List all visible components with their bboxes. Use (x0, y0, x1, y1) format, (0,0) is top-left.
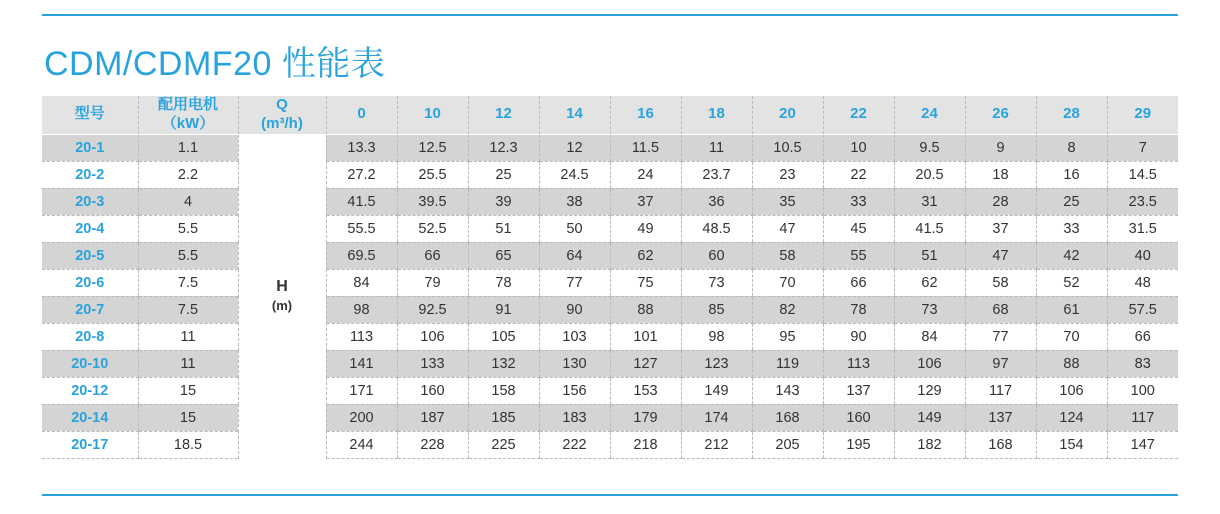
cell-head: 160 (397, 377, 468, 404)
cell-head: 174 (681, 404, 752, 431)
cell-head: 31 (894, 188, 965, 215)
cell-head: 79 (397, 269, 468, 296)
cell-head: 52.5 (397, 215, 468, 242)
cell-head: 31.5 (1107, 215, 1178, 242)
cell-head: 101 (610, 323, 681, 350)
cell-head: 147 (1107, 431, 1178, 458)
cell-head: 77 (965, 323, 1036, 350)
cell-head: 88 (610, 296, 681, 323)
cell-head: 200 (326, 404, 397, 431)
cell-head: 51 (894, 242, 965, 269)
cell-head: 18 (965, 161, 1036, 188)
cell-head: 48.5 (681, 215, 752, 242)
cell-head: 51 (468, 215, 539, 242)
cell-head: 12.5 (397, 134, 468, 161)
cell-model: 20-12 (42, 377, 138, 404)
table-row (42, 350, 1178, 377)
cell-head: 39 (468, 188, 539, 215)
cell-head: 27.2 (326, 161, 397, 188)
cell-head: 160 (823, 404, 894, 431)
cell-head: 168 (752, 404, 823, 431)
cell-head: 78 (468, 269, 539, 296)
header-flow-29: 29 (1107, 96, 1178, 134)
head-label: H (276, 278, 288, 296)
header-flow (238, 96, 326, 134)
cell-kw: 7.5 (138, 269, 238, 296)
cell-kw: 2.2 (138, 161, 238, 188)
cell-head: 158 (468, 377, 539, 404)
cell-head: 91 (468, 296, 539, 323)
cell-head: 90 (539, 296, 610, 323)
cell-head: 38 (539, 188, 610, 215)
table-row (42, 269, 1178, 296)
header-flow-unit: (m³/h) (261, 114, 303, 132)
cell-head: 48 (1107, 269, 1178, 296)
performance-table (42, 96, 1178, 459)
header-flow-0: 0 (326, 96, 397, 134)
header-flow-14: 14 (539, 96, 610, 134)
cell-head: 73 (681, 269, 752, 296)
cell-head: 64 (539, 242, 610, 269)
cell-model: 20-1 (42, 134, 138, 161)
table-header (42, 96, 1178, 134)
cell-head: 24.5 (539, 161, 610, 188)
cell-head: 55 (823, 242, 894, 269)
cell-head: 40 (1107, 242, 1178, 269)
cell-head: 55.5 (326, 215, 397, 242)
cell-head: 183 (539, 404, 610, 431)
cell-head: 244 (326, 431, 397, 458)
cell-head: 78 (823, 296, 894, 323)
cell-head: 133 (397, 350, 468, 377)
cell-head: 137 (823, 377, 894, 404)
cell-head: 124 (1036, 404, 1107, 431)
cell-head: 25 (468, 161, 539, 188)
table-row (42, 242, 1178, 269)
cell-head: 41.5 (326, 188, 397, 215)
cell-head: 123 (681, 350, 752, 377)
cell-head: 69.5 (326, 242, 397, 269)
cell-head: 58 (752, 242, 823, 269)
cell-head: 8 (1036, 134, 1107, 161)
cell-head: 66 (1107, 323, 1178, 350)
cell-head: 105 (468, 323, 539, 350)
cell-head: 225 (468, 431, 539, 458)
cell-head: 61 (1036, 296, 1107, 323)
cell-head: 12.3 (468, 134, 539, 161)
cell-model: 20-7 (42, 296, 138, 323)
cell-head: 10 (823, 134, 894, 161)
cell-head: 9 (965, 134, 1036, 161)
cell-head: 82 (752, 296, 823, 323)
cell-head: 141 (326, 350, 397, 377)
header-model: 型号 (42, 96, 138, 134)
cell-head: 57.5 (1107, 296, 1178, 323)
cell-head: 185 (468, 404, 539, 431)
header-flow-26: 26 (965, 96, 1036, 134)
cell-head: 60 (681, 242, 752, 269)
cell-head: 73 (894, 296, 965, 323)
head-axis-label (238, 134, 326, 458)
cell-head: 95 (752, 323, 823, 350)
cell-head: 129 (894, 377, 965, 404)
header-flow-label: Q (276, 96, 288, 113)
cell-head: 117 (1107, 404, 1178, 431)
cell-head: 70 (1036, 323, 1107, 350)
cell-head: 45 (823, 215, 894, 242)
cell-head: 179 (610, 404, 681, 431)
cell-head: 84 (894, 323, 965, 350)
cell-head: 205 (752, 431, 823, 458)
cell-head: 137 (965, 404, 1036, 431)
cell-model: 20-6 (42, 269, 138, 296)
cell-head: 33 (823, 188, 894, 215)
cell-head: 68 (965, 296, 1036, 323)
cell-kw: 5.5 (138, 215, 238, 242)
cell-head: 66 (823, 269, 894, 296)
cell-head: 156 (539, 377, 610, 404)
cell-head: 127 (610, 350, 681, 377)
cell-head: 11.5 (610, 134, 681, 161)
cell-head: 113 (823, 350, 894, 377)
cell-head: 62 (894, 269, 965, 296)
cell-head: 35 (752, 188, 823, 215)
page-title: CDM/CDMF20 性能表 (44, 45, 386, 83)
cell-model: 20-10 (42, 350, 138, 377)
cell-head: 153 (610, 377, 681, 404)
cell-model: 20-4 (42, 215, 138, 242)
cell-head: 143 (752, 377, 823, 404)
table-row (42, 323, 1178, 350)
table-row (42, 161, 1178, 188)
cell-head: 58 (965, 269, 1036, 296)
cell-kw: 11 (138, 350, 238, 377)
cell-head: 16 (1036, 161, 1107, 188)
cell-kw: 11 (138, 323, 238, 350)
header-flow-12: 12 (468, 96, 539, 134)
cell-model: 20-17 (42, 431, 138, 458)
header-flow-22: 22 (823, 96, 894, 134)
cell-head: 33 (1036, 215, 1107, 242)
cell-head: 13.3 (326, 134, 397, 161)
table-row (42, 404, 1178, 431)
table-row (42, 377, 1178, 404)
cell-head: 84 (326, 269, 397, 296)
cell-head: 22 (823, 161, 894, 188)
header-motor: 配用电机（kW） (138, 96, 238, 134)
table-row (42, 188, 1178, 215)
cell-head: 24 (610, 161, 681, 188)
cell-head: 50 (539, 215, 610, 242)
header-flow-20: 20 (752, 96, 823, 134)
cell-head: 70 (752, 269, 823, 296)
cell-head: 28 (965, 188, 1036, 215)
cell-head: 83 (1107, 350, 1178, 377)
cell-kw: 4 (138, 188, 238, 215)
header-flow-16: 16 (610, 96, 681, 134)
cell-model: 20-2 (42, 161, 138, 188)
cell-head: 9.5 (894, 134, 965, 161)
table-row (42, 134, 1178, 161)
bottom-divider (42, 494, 1178, 496)
cell-head: 7 (1107, 134, 1178, 161)
cell-head: 168 (965, 431, 1036, 458)
cell-head: 182 (894, 431, 965, 458)
cell-head: 41.5 (894, 215, 965, 242)
cell-head: 23 (752, 161, 823, 188)
cell-head: 218 (610, 431, 681, 458)
cell-head: 10.5 (752, 134, 823, 161)
cell-head: 12 (539, 134, 610, 161)
cell-head: 62 (610, 242, 681, 269)
cell-head: 106 (894, 350, 965, 377)
cell-head: 65 (468, 242, 539, 269)
cell-head: 42 (1036, 242, 1107, 269)
cell-head: 90 (823, 323, 894, 350)
cell-head: 132 (468, 350, 539, 377)
cell-head: 92.5 (397, 296, 468, 323)
cell-head: 171 (326, 377, 397, 404)
cell-head: 66 (397, 242, 468, 269)
header-flow-18: 18 (681, 96, 752, 134)
cell-head: 98 (326, 296, 397, 323)
cell-head: 195 (823, 431, 894, 458)
cell-head: 85 (681, 296, 752, 323)
cell-kw: 15 (138, 404, 238, 431)
cell-head: 37 (965, 215, 1036, 242)
cell-head: 23.5 (1107, 188, 1178, 215)
cell-head: 11 (681, 134, 752, 161)
table-row (42, 215, 1178, 242)
cell-head: 14.5 (1107, 161, 1178, 188)
cell-head: 97 (965, 350, 1036, 377)
cell-head: 52 (1036, 269, 1107, 296)
cell-head: 25.5 (397, 161, 468, 188)
cell-head: 36 (681, 188, 752, 215)
cell-model: 20-14 (42, 404, 138, 431)
cell-head: 100 (1107, 377, 1178, 404)
cell-head: 88 (1036, 350, 1107, 377)
head-unit: (m) (271, 298, 293, 314)
cell-head: 149 (681, 377, 752, 404)
cell-head: 98 (681, 323, 752, 350)
cell-head: 222 (539, 431, 610, 458)
cell-head: 77 (539, 269, 610, 296)
cell-head: 25 (1036, 188, 1107, 215)
cell-kw: 7.5 (138, 296, 238, 323)
cell-head: 47 (965, 242, 1036, 269)
cell-model: 20-5 (42, 242, 138, 269)
cell-head: 130 (539, 350, 610, 377)
table-header-row (42, 96, 1178, 134)
header-flow-10: 10 (397, 96, 468, 134)
cell-kw: 15 (138, 377, 238, 404)
cell-head: 75 (610, 269, 681, 296)
top-divider (42, 14, 1178, 16)
cell-head: 212 (681, 431, 752, 458)
cell-model: 20-3 (42, 188, 138, 215)
cell-head: 20.5 (894, 161, 965, 188)
header-flow-28: 28 (1036, 96, 1107, 134)
cell-kw: 1.1 (138, 134, 238, 161)
cell-head: 149 (894, 404, 965, 431)
table-row (42, 296, 1178, 323)
header-flow-24: 24 (894, 96, 965, 134)
cell-head: 37 (610, 188, 681, 215)
cell-kw: 18.5 (138, 431, 238, 458)
cell-head: 23.7 (681, 161, 752, 188)
table-row (42, 431, 1178, 458)
cell-kw: 5.5 (138, 242, 238, 269)
cell-head: 106 (1036, 377, 1107, 404)
cell-head: 103 (539, 323, 610, 350)
cell-head: 47 (752, 215, 823, 242)
cell-head: 187 (397, 404, 468, 431)
cell-head: 113 (326, 323, 397, 350)
table-body (42, 134, 1178, 458)
cell-head: 49 (610, 215, 681, 242)
cell-model: 20-8 (42, 323, 138, 350)
cell-head: 154 (1036, 431, 1107, 458)
cell-head: 39.5 (397, 188, 468, 215)
cell-head: 228 (397, 431, 468, 458)
cell-head: 119 (752, 350, 823, 377)
cell-head: 106 (397, 323, 468, 350)
cell-head: 117 (965, 377, 1036, 404)
